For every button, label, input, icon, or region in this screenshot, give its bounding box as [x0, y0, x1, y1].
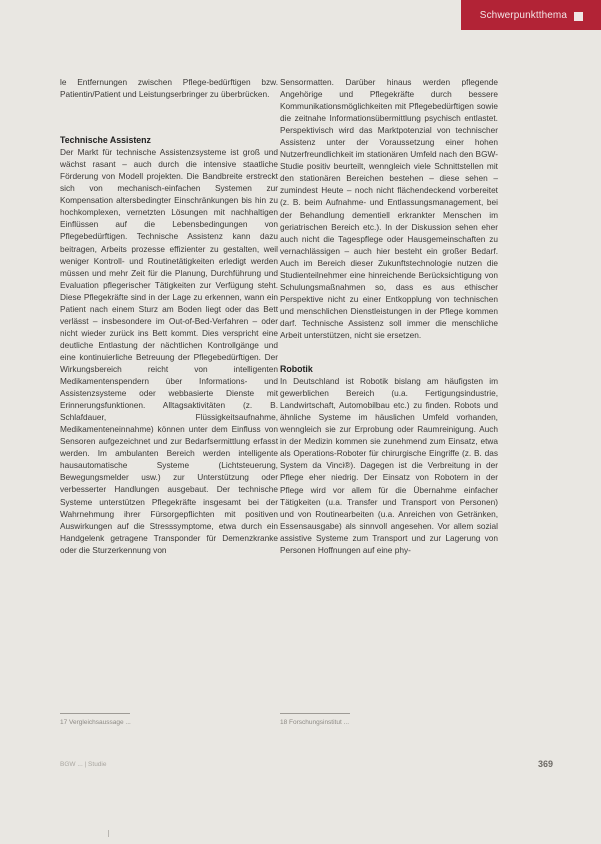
footnote-right: 18 Forschungsinstitut ...: [280, 719, 350, 726]
crop-mark: [108, 830, 109, 837]
left-body-paragraph: Der Markt für technische Assistenzsysteme ist groß und wächst rasant – auch durch die intensive staatliche Förderung von Modell projekten. Die Bandbreite erstreckt sich von mechanisch-einfachen Systemen zur Kompensation altersbedingter Einschränkungen bis hin zu hochkomplexen, vernetzten Lösungen mit nachhaltigen Einflüssen auf die Lebensbedingungen von Pflegebedürftigen. Technische Assistenz kann dazu beitragen, Arbeits prozesse effizienter zu gestalten, weil weniger Kontroll- und Routinetätigkeiten erledigt werden müssen und mehr Zeit für die Planung, Durchführung und Evaluation pflegerischer Tätigkeiten zur Verfügung steht. Diese Pflegekräfte sind in der Lage zu erkennen, wann ein Patient nach einem Sturz am Boden liegt oder das Bett verlässt – insbesondere im Out-of-Bed-Verfahren – oder nicht wieder zurück ins Bett kommt. Dies verspricht eine deutliche Entlastung der nächtlichen Kontrollgänge und eine kontinuierliche Betreuung der Pflegebedürftigen. Der Wirkungsbereich reicht von intelligenten Medikamentenspendern über Informations- und Assistenzsysteme oder webbasierte Dienste mit Erinnerungsfunktionen. Alltagsaktivitäten (z. B. Schlafdauer, Flüssigkeitsaufnahme, Medikamenteneinnahme) können unter dem Einfluss von Sensoren aufgezeichnet und zur Bedarfsermittlung erfasst werden. Im ambulanten Bereich werden intelligente hausautomatische Systeme (Lichtsteuerung, Bewegungsmelder usw.) zur Unterstützung oder verbesserter Handlungen ausgebaut. Der technische Systeme unterstützen Pflegekräfte insgesamt bei der Wahrnehmung ihrer Fürsorgepflichten mit positiven Auswirkungen auf die Stresssymptome, etwa durch ein Handgelenk getragene Transponder für Demenzkranke oder die Sturzerkennung von: [60, 147, 278, 555]
page-number: 369: [538, 759, 554, 769]
left-column: [60, 76, 278, 556]
right-body-paragraph-2: In Deutschland ist Robotik bislang am häufigsten im gewerblichen Bereich (u.a. Fertigungsindustrie, Landwirtschaft, Automobilbau etc.) zu finden. Robots und ähnliche Systeme im häuslichen Umfeld vorhanden, wenngleich sie zur Erprobung oder Raumreinigung. Auch in der Medizin kommen sie zunehmend zum Einsatz, etwa als Operations-Roboter für chirurgische Eingriffe (z. B. das System da Vinci®). Dagegen ist die Verbreitung in der Pflege eher niedrig. Der Einsatz von Robotern in der Pflege wird vor allem für die Übernahme einfacher Tätigkeiten (u.a. Transfer und Transport von Personen) und von Routinearbeiten (u.a. Anreichen von Getränken, Essensausgabe) als sinnvoll angesehen. Vor allem sozial assistive Systeme zum Transport und zur Lagerung von Personen Hoffnungen auf eine phy-: [280, 376, 498, 555]
footnote-divider-right: [280, 713, 350, 714]
right-column: [280, 76, 498, 556]
footnote-left: 17 Vergleichsaussage ...: [60, 719, 131, 726]
left-intro-paragraph: le Entfernungen zwischen Pflege-bedürftigen bzw. Patientin/Patient und Leistungserbringer zu überbrücken.: [60, 77, 278, 100]
footnote-divider-left: [60, 713, 130, 714]
heading-robotik: Robotik: [280, 364, 313, 375]
right-body-paragraph-1: Sensormatten. Darüber hinaus werden pflegende Angehörige und Pflegekräfte durch bessere Kommunikationsmöglichkeiten mit Pflegebedürftigen sowie die zeitnahe Informationsübermittlung psychisch entlastet. Perspektivisch wird das Marktpotenzial von technischer Assistenz unter der Voraussetzung einer hohen Nutzerfreundlichkeit im stationären Umfeld nach den BGW-Studie positiv beurteilt, wenngleich viele Schnittstellen mit den stationären Bereichen bestehen – diese sehen – zumindest Heute – noch nicht flächendeckend vorbereitet (z. B. beim Aufnahme- und Entlassungsmanagement, bei der Behandlung dementiell erkrankter Menschen im geriatrischen Bereich etc.). In der Diskussion sehen eher auch nicht die Tagespflege oder Hausgemeinschaften zu vernachlässigen – auch hier besteht ein großer Bedarf. Auch im Bereich dieser Zukunftstechnologie nutzen die Studienteilnehmer eine hinreichende Berücksichtigung von Schulungsmaßnahmen so, dass es aus ethischer Perspektive nicht zu einer Entkopplung von technischen und menschlichen Dienstleistungen in der Pflege kommen darf. Technische Assistenz soll immer die menschliche Arbeit unterstützen, nicht sie ersetzen.: [280, 77, 498, 340]
section-marker-icon: [574, 12, 583, 21]
heading-technische-assistenz: Technische Assistenz: [60, 135, 151, 146]
section-label: Schwerpunktthema: [479, 10, 567, 21]
footer-source: BGW ... | Studie: [60, 761, 107, 768]
